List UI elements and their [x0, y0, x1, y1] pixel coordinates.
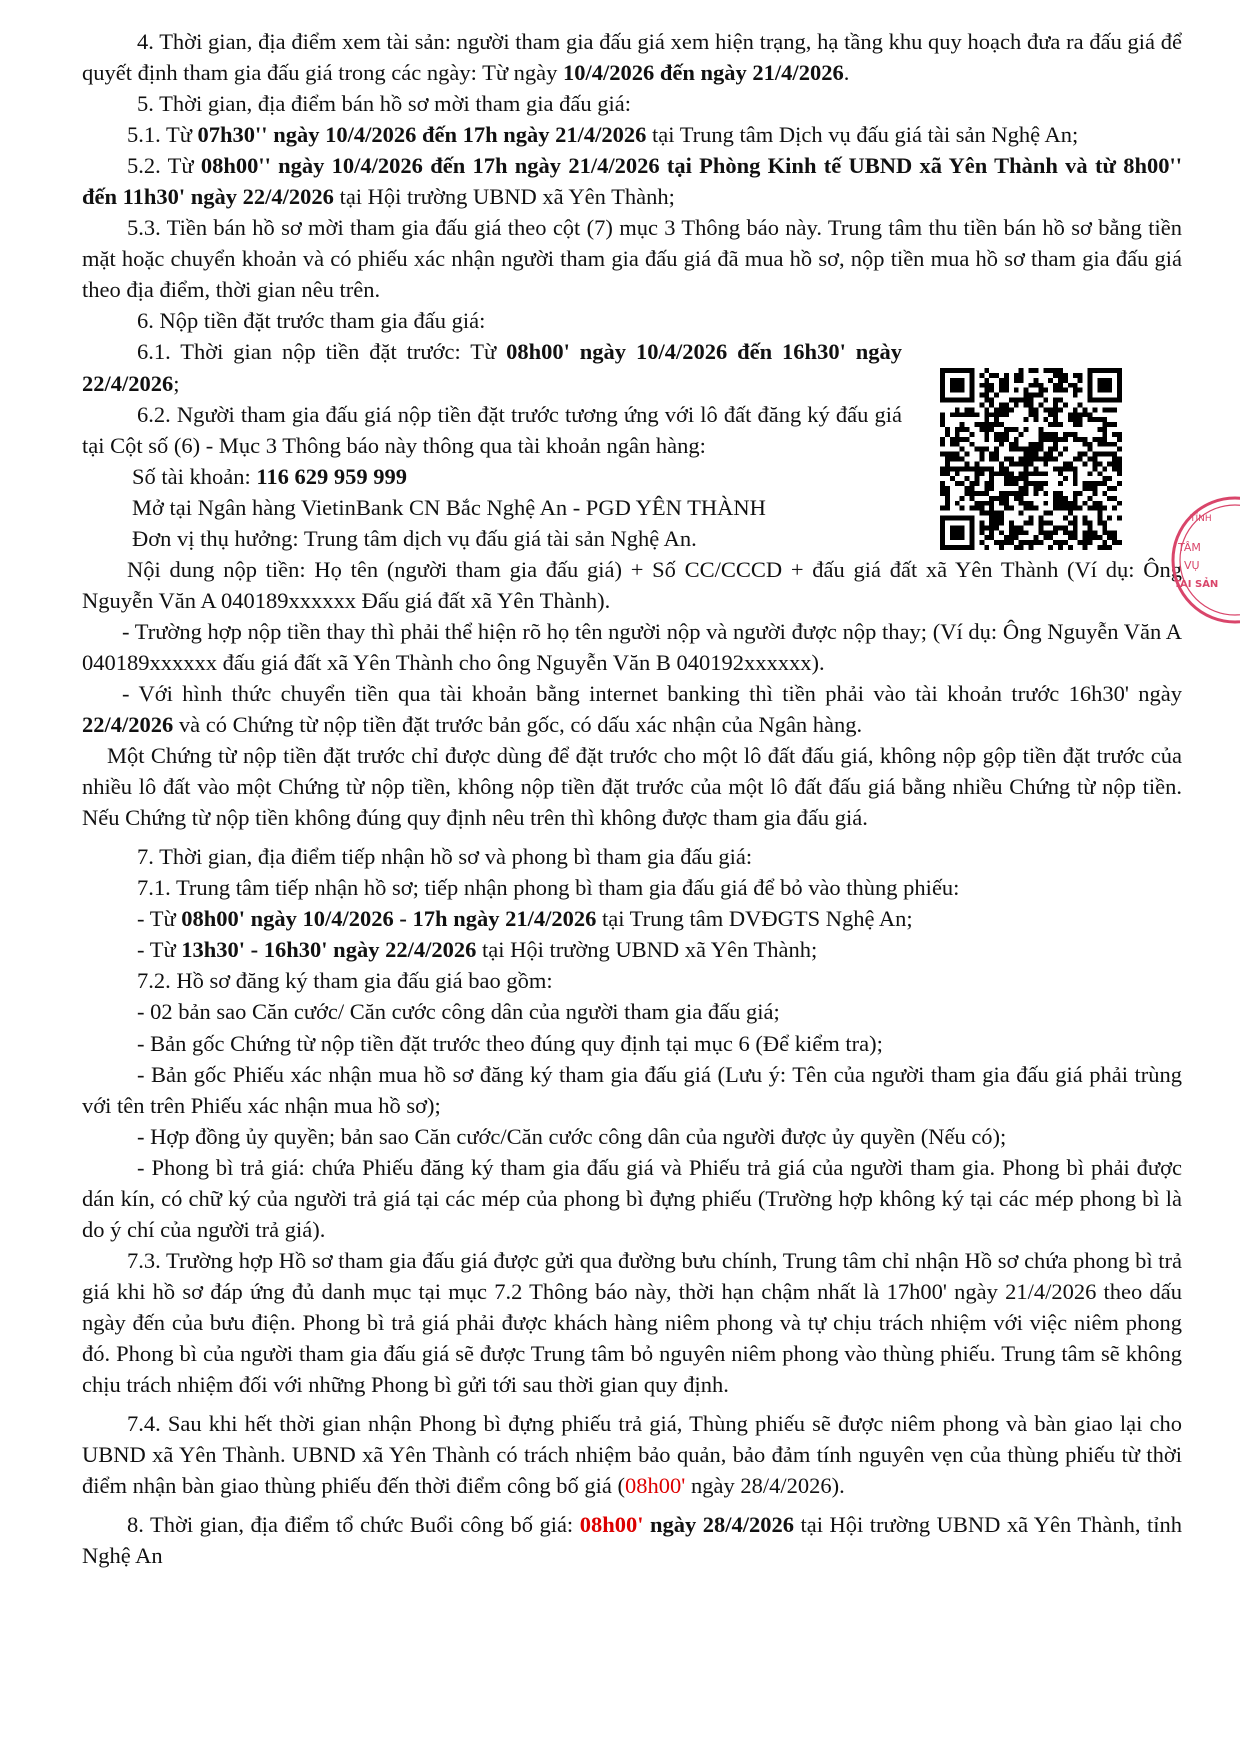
text: tại Hội trường UBND xã Yên Thành; [333, 184, 675, 210]
svg-text:TÂM: TÂM [1178, 541, 1201, 554]
section-7-1: 7.1. Trung tâm tiếp nhận hồ sơ; tiếp nhận phong bì tham gia đấu giá để bỏ vào thùng phiếu: [137, 875, 960, 901]
section-5-title: 5. Thời gian, địa điểm bán hồ sơ mời tham gia đấu giá: [137, 91, 631, 117]
proxy-payment-note: - Trường hợp nộp tiền thay thì phải thể hiện rõ họ tên người nộp và người được nộp thay; (Ví dụ: Ông Nguyễn Văn A 040189xxxxxx đấu giá đất xã Yên Thành cho ông Nguyễn Văn B 040192xxxxxx). [82, 618, 1182, 675]
text: 7.4. Sau khi hết thời gian nhận Phong bì đựng phiếu trả giá, Thùng phiếu sẽ được niêm phong và bàn giao lại cho UBND xã Yên Thành. UBND xã Yên Thành có trách nhiệm bảo quản, bảo đảm tính nguyên vẹn của thùng phiếu từ thời điểm nhận bàn giao thùng phiếu đến thời điểm công bố giá ( [82, 1411, 1182, 1499]
text: - Với hình thức chuyển tiền qua tài khoản bằng internet banking thì tiền phải vào tài khoản trước 16h30' ngày [122, 680, 1182, 706]
svg-text:TÀI SẢN: TÀI SẢN [1174, 579, 1219, 590]
text: 5.2. Từ [127, 153, 201, 179]
text: 8. Thời gian, địa điểm tổ chức Buổi công bố giá: [127, 1512, 580, 1538]
section-7-2-c: - Bản gốc Phiếu xác nhận mua hồ sơ đăng ký tham gia đấu giá (Lưu ý: Tên của người tham gia đấu giá phải trùng với tên trên Phiếu xác nhận mua hồ sơ); [82, 1061, 1182, 1118]
section-6-1 [82, 336, 902, 398]
svg-text:TỈNH: TỈNH [1190, 514, 1212, 524]
section-5-1 [82, 119, 1182, 150]
svg-text:VỤ: VỤ [1184, 559, 1200, 572]
account-number: 116 629 959 999 [256, 463, 408, 489]
section-7-2-b: - Bản gốc Chứng từ nộp tiền đặt trước theo đúng quy định tại mục 6 (Để kiểm tra); [137, 1030, 883, 1056]
section-7-3: 7.3. Trường hợp Hồ sơ tham gia đấu giá được gửi qua đường bưu chính, Trung tâm chỉ nhận Hồ sơ chứa phong bì trả giá khi hồ sơ đáp ứng đủ danh mục tại mục 7.2 Thông báo này, thời hạn chậm nhất là 17h00' ngày 21/4/2026 theo dấu ngày đến của bưu điện. Phong bì trả giá phải được khách hàng niêm phong và tự chịu trách nhiệm với việc niêm phong đó. Phong bì của người tham gia đấu giá sẽ được Trung tâm bỏ nguyên niêm phong vào thùng phiếu. Trung tâm sẽ không chịu trách nhiệm đối với những Phong bì gửi tới sau thời gian quy định. [82, 1247, 1182, 1398]
date-range: 07h30'' ngày 10/4/2026 đến 17h ngày 21/4/2026 [197, 122, 647, 148]
date-range: 10/4/2026 đến ngày 21/4/2026 [563, 60, 844, 86]
beneficiary: Đơn vị thụ hưởng: Trung tâm dịch vụ đấu giá tài sản Nghệ An. [132, 525, 697, 551]
account-number-line [82, 461, 902, 492]
text: tại Hội trường UBND xã Yên Thành, tỉnh Nghệ An [82, 1512, 1182, 1569]
text: tại Trung tâm DVĐGTS Nghệ An; [596, 906, 913, 932]
text: ; [173, 370, 180, 396]
payment-content: Nội dung nộp tiền: Họ tên (người tham gia đấu giá) + Số CC/CCCD + đấu giá đất xã Yên Thành (Ví dụ: Ông Nguyễn Văn A 040189xxxxxx Đấu giá đất xã Yên Thành). [82, 556, 1182, 613]
text: và có Chứng từ nộp tiền đặt trước bản gốc, có dấu xác nhận của Ngân hàng. [173, 712, 863, 738]
section-7-2-a: - 02 bản sao Căn cước/ Căn cước công dân của người tham gia đấu giá; [137, 999, 780, 1025]
text: - Từ [137, 937, 182, 963]
text: tại Hội trường UBND xã Yên Thành; [476, 937, 818, 963]
date-range: 13h30' - 16h30' ngày 22/4/2026 [181, 937, 477, 963]
internet-banking-note [82, 678, 1182, 740]
section-6-title: 6. Nộp tiền đặt trước tham gia đấu giá: [137, 308, 486, 334]
highlighted-time: 08h00' [579, 1512, 644, 1538]
section-7-1-a [82, 903, 1182, 934]
date: 22/4/2026 [82, 712, 174, 738]
text: tại Trung tâm Dịch vụ đấu giá tài sản Nghệ An; [646, 122, 1079, 148]
section-5-3: 5.3. Tiền bán hồ sơ mời tham gia đấu giá theo cột (7) mục 3 Thông báo này. Trung tâm thu tiền bán hồ sơ bằng tiền mặt hoặc chuyển khoản và có phiếu xác nhận người tham gia đấu giá đã mua hồ sơ, nộp tiền mua hồ sơ tham gia đấu giá theo địa điểm, thời gian nêu trên. [82, 215, 1182, 303]
document-body [82, 26, 1182, 1571]
section-6-2: 6.2. Người tham gia đấu giá nộp tiền đặt trước tương ứng với lô đất đăng ký đấu giá tại Cột số (6) - Mục 3 Thông báo này thông qua tài khoản ngân hàng: [82, 401, 902, 458]
deposit-rule-note: Một Chứng từ nộp tiền đặt trước chỉ được dùng để đặt trước cho một lô đất đấu giá, không nộp gộp tiền đặt trước của nhiều lô đất vào một Chứng từ nộp tiền, không nộp tiền đặt trước của một lô đất đấu giá bằng nhiều Chứng từ nộp tiền. Nếu Chứng từ nộp tiền không đúng quy định nêu trên thì không được tham gia đấu giá. [82, 743, 1182, 831]
text: 4. Thời gian, địa điểm xem tài sản: người tham gia đấu giá xem hiện trạng, hạ tầng khu quy hoạch đưa ra đấu giá để quyết định tham gia đấu giá trong các ngày: Từ ngày [82, 29, 1182, 86]
date-range: 08h00'' ngày 10/4/2026 đến 17h ngày 21/4/2026 tại Phòng Kinh tế UBND xã Yên Thành và từ 8h00'' đến 11h30' ngày 22/4/2026 [82, 153, 1182, 210]
red-stamp [1160, 485, 1240, 635]
section-4 [82, 26, 1182, 88]
text: ngày 28/4/2026). [685, 1473, 845, 1499]
section-7-2: 7.2. Hồ sơ đăng ký tham gia đấu giá bao gồm: [137, 968, 553, 994]
bank-name: Mở tại Ngân hàng VietinBank CN Bắc Nghệ An - PGD YÊN THÀNH [132, 494, 766, 520]
section-6-block [82, 305, 902, 553]
date-range: 08h00' ngày 10/4/2026 - 17h ngày 21/4/2026 [181, 906, 597, 932]
date: ngày 28/4/2026 [643, 1512, 795, 1538]
section-7-4 [82, 1408, 1182, 1501]
section-7-2-e: - Phong bì trả giá: chứa Phiếu đăng ký tham gia đấu giá và Phiếu trả giá của người tham gia. Phong bì phải được dán kín, có chữ ký của người trả giá tại các mép của phong bì đựng phiếu (Trường hợp không ký tại các mép phong bì là do ý chí của người trả giá). [82, 1154, 1182, 1242]
qr-code [940, 368, 1122, 550]
date-range: 08h00' ngày 10/4/2026 đến 16h30' ngày 22/4/2026 [82, 339, 902, 396]
text: 6.1. Thời gian nộp tiền đặt trước: Từ [137, 339, 507, 365]
section-7-1-b [82, 934, 1182, 965]
text: 5.1. Từ [127, 122, 198, 148]
highlighted-time: 08h00' [625, 1473, 686, 1499]
section-8 [82, 1509, 1182, 1571]
text: - Từ [137, 906, 182, 932]
text: . [843, 60, 850, 86]
section-5-2 [82, 150, 1182, 212]
section-7-2-d: - Hợp đồng ủy quyền; bản sao Căn cước/Căn cước công dân của người được ủy quyền (Nếu có); [137, 1123, 1007, 1149]
account-label: Số tài khoản: [132, 463, 257, 489]
section-7-title: 7. Thời gian, địa điểm tiếp nhận hồ sơ và phong bì tham gia đấu giá: [137, 844, 753, 870]
